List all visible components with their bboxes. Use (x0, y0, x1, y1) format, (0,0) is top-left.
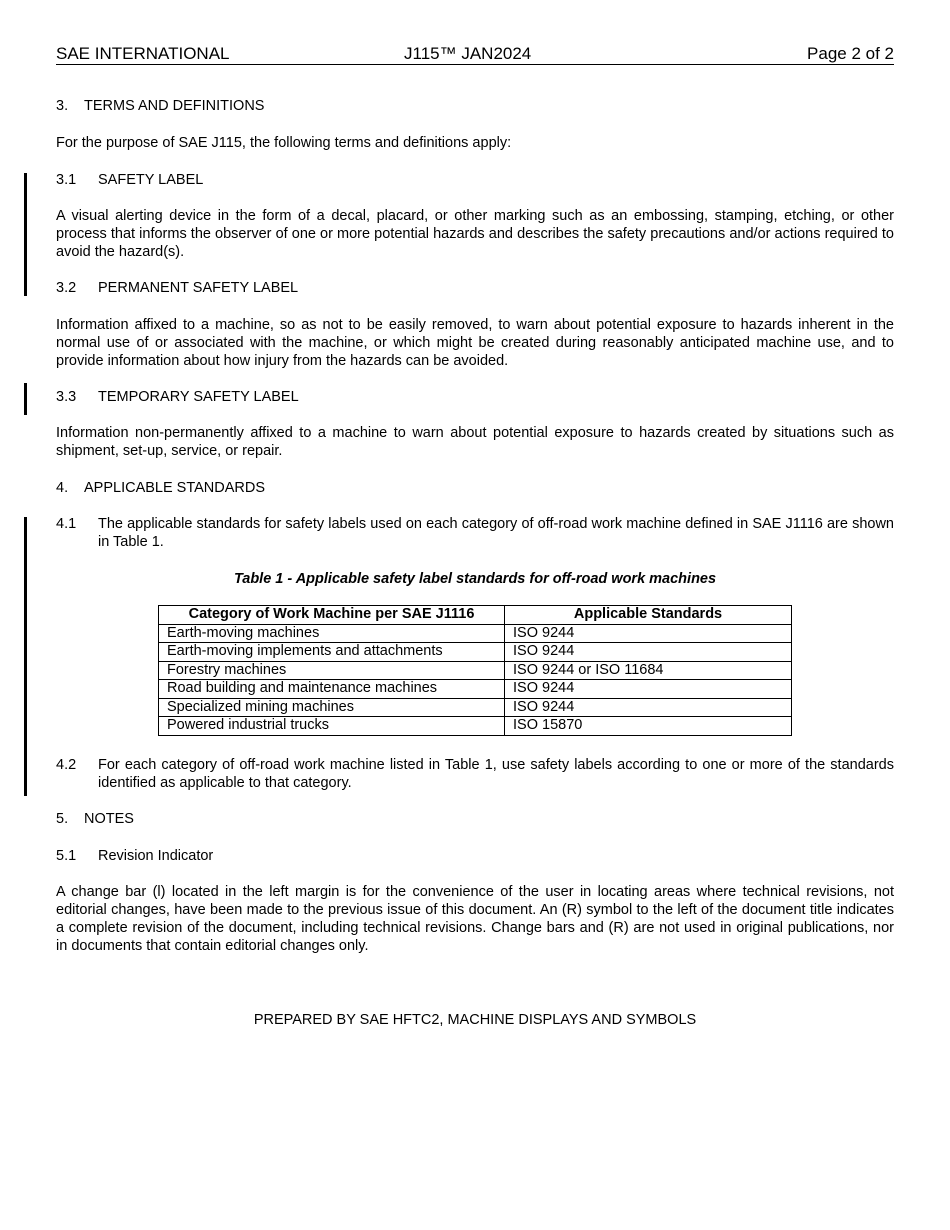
header-page-number: Page 2 of 2 (807, 44, 894, 63)
section-intro: For the purpose of SAE J115, the following terms and definitions apply: (56, 135, 512, 151)
header-org: SAE INTERNATIONAL (56, 44, 230, 63)
table-cell: ISO 9244 (505, 624, 792, 643)
section-heading: 5. NOTES (56, 811, 134, 827)
table-row (159, 698, 792, 717)
table-cell: ISO 9244 (505, 680, 792, 699)
definition-text: Information affixed to a machine, so as not to be easily removed, to warn about potential exposure to hazards inherent in the normal use of or associated with the machine, or which might be created during reasonably anticipated machine use, and to provide information about how injury from the hazards can be avoided. (56, 317, 894, 369)
table-cell: ISO 9244 (505, 698, 792, 717)
table-cell: ISO 9244 or ISO 11684 (505, 661, 792, 680)
table-cell: Earth-moving implements and attachments (159, 643, 505, 662)
table-cell: Specialized mining machines (159, 698, 505, 717)
clause-text: 4.2 For each category of off-road work machine listed in Table 1, use safety labels according to one or more of the standards identified as applicable to that category. (56, 757, 894, 791)
header-doc-id: J115™ JAN2024 (404, 44, 532, 63)
change-bar (24, 517, 27, 796)
table-header-cell: Applicable Standards (505, 606, 792, 625)
section-heading: 4. APPLICABLE STANDARDS (56, 480, 266, 496)
table-header-row (159, 606, 792, 625)
prepared-by-footer: PREPARED BY SAE HFTC2, MACHINE DISPLAYS AND SYMBOLS (253, 1012, 697, 1028)
table-cell: ISO 9244 (505, 643, 792, 662)
definition-text: A visual alerting device in the form of a decal, placard, or other marking such as an embossing, stamping, etching, or other process that informs the observer of one or more potential hazards and describes the safety precautions and/or actions required to avoid the hazard(s). (56, 208, 894, 260)
table-row (159, 717, 792, 736)
definition-text: Information non-permanently affixed to a machine to warn about potential exposure to hazards created by situations such as shipment, set-up, service, or repair. (56, 425, 894, 459)
change-bar (24, 173, 27, 296)
table-row (159, 680, 792, 699)
table-cell: Road building and maintenance machines (159, 680, 505, 699)
page-header (56, 44, 894, 65)
definition-heading: 3.1 SAFETY LABEL (56, 172, 204, 188)
table-caption: Table 1 - Applicable safety label standards for off-road work machines (233, 571, 717, 587)
clause-text: 4.1 The applicable standards for safety labels used on each category of off-road work machine defined in SAE J1116 are shown in Table 1. (56, 516, 894, 550)
table-row (159, 643, 792, 662)
table-row (159, 661, 792, 680)
table-header-cell: Category of Work Machine per SAE J1116 (159, 606, 505, 625)
subsection-heading: 5.1 Revision Indicator (56, 848, 214, 864)
table-cell: Forestry machines (159, 661, 505, 680)
table-cell: Powered industrial trucks (159, 717, 505, 736)
table-row (159, 624, 792, 643)
standards-table (158, 605, 792, 736)
definition-heading: 3.3 TEMPORARY SAFETY LABEL (56, 389, 299, 405)
definition-heading: 3.2 PERMANENT SAFETY LABEL (56, 280, 299, 296)
revision-indicator-text: A change bar (l) located in the left margin is for the convenience of the user in locating areas where technical revisions, not editorial changes, have been made to the previous issue of this document. An (R) symbol to the left of the document title indicates a complete revision of the document, including technical revisions. Change bars and (R) are not used in original publications, nor in documents that contain editorial changes only. (56, 884, 894, 954)
section-heading: 3. TERMS AND DEFINITIONS (56, 98, 265, 114)
table-cell: Earth-moving machines (159, 624, 505, 643)
change-bar (24, 383, 27, 415)
table-cell: ISO 15870 (505, 717, 792, 736)
